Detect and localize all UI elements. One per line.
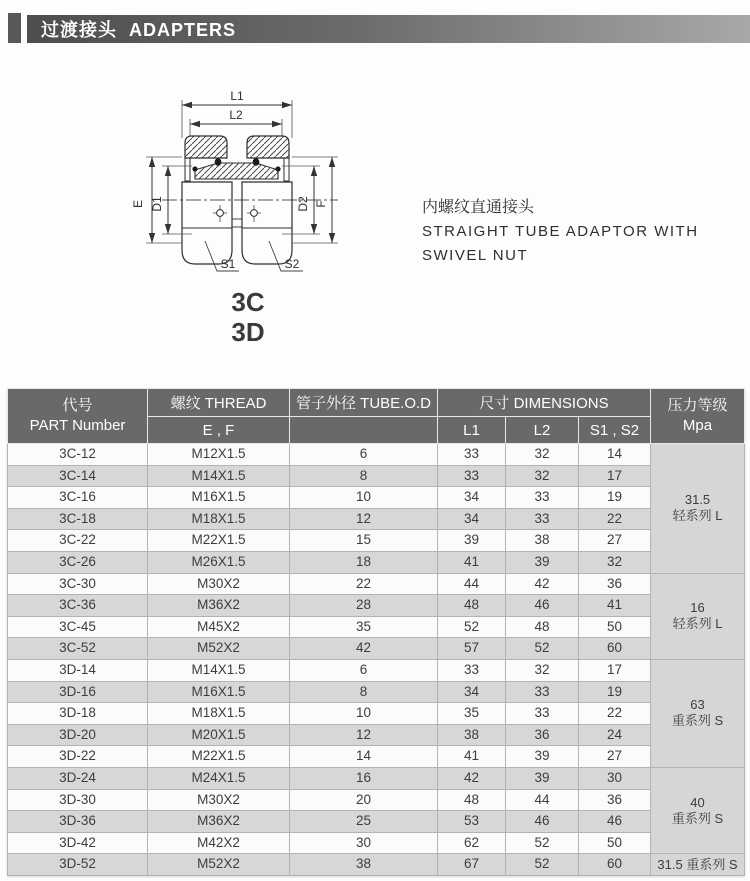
cell-part: 3D-36 bbox=[8, 811, 148, 833]
cell-thread: M24X1.5 bbox=[148, 767, 290, 789]
port-circle-left bbox=[217, 210, 224, 217]
cell-l1: 34 bbox=[438, 487, 506, 509]
table-row bbox=[8, 508, 745, 530]
l2-label: L2 bbox=[229, 108, 243, 122]
cell-l1: 41 bbox=[438, 551, 506, 573]
cell-pressure-rating bbox=[651, 573, 745, 659]
s1-label: S1 bbox=[220, 257, 236, 271]
cell-od: 6 bbox=[290, 659, 438, 681]
cell-part: 3C-16 bbox=[8, 487, 148, 509]
cell-l1: 57 bbox=[438, 638, 506, 660]
cell-od: 14 bbox=[290, 746, 438, 768]
cell-od: 6 bbox=[290, 444, 438, 466]
product-description bbox=[422, 196, 699, 268]
cell-thread: M12X1.5 bbox=[148, 444, 290, 466]
cell-pressure-rating bbox=[651, 659, 745, 767]
cell-l1: 33 bbox=[438, 465, 506, 487]
tube-body-section bbox=[195, 163, 278, 179]
table-row bbox=[8, 681, 745, 703]
cell-s1s2: 46 bbox=[579, 811, 651, 833]
table-row bbox=[8, 832, 745, 854]
pressure-rating-line: 16 bbox=[690, 600, 705, 616]
cell-s1s2: 30 bbox=[579, 767, 651, 789]
header-thread: 螺纹 THREAD bbox=[148, 389, 290, 417]
cell-l1: 48 bbox=[438, 595, 506, 617]
cell-l2: 32 bbox=[506, 465, 579, 487]
cell-l2: 38 bbox=[506, 530, 579, 552]
cell-part: 3C-30 bbox=[8, 573, 148, 595]
cell-od: 28 bbox=[290, 595, 438, 617]
d2-label: D2 bbox=[296, 196, 310, 212]
cell-od: 15 bbox=[290, 530, 438, 552]
cell-part: 3C-14 bbox=[8, 465, 148, 487]
nut-section-right bbox=[247, 136, 289, 158]
cell-thread: M36X2 bbox=[148, 811, 290, 833]
cell-s1s2: 50 bbox=[579, 832, 651, 854]
table-row bbox=[8, 444, 745, 466]
cell-s1s2: 60 bbox=[579, 638, 651, 660]
table-row bbox=[8, 767, 745, 789]
cell-thread: M30X2 bbox=[148, 789, 290, 811]
cell-part: 3D-30 bbox=[8, 789, 148, 811]
cell-l2: 52 bbox=[506, 638, 579, 660]
cell-l2: 39 bbox=[506, 767, 579, 789]
s2-label: S2 bbox=[284, 257, 300, 271]
cell-thread: M20X1.5 bbox=[148, 724, 290, 746]
cell-pressure-rating bbox=[651, 854, 745, 876]
table-row bbox=[8, 487, 745, 509]
cell-l2: 39 bbox=[506, 746, 579, 768]
cell-od: 8 bbox=[290, 681, 438, 703]
swivel-nut-left bbox=[182, 182, 232, 264]
cell-thread: M26X1.5 bbox=[148, 551, 290, 573]
cell-s1s2: 17 bbox=[579, 465, 651, 487]
table-row bbox=[8, 703, 745, 725]
cell-thread: M16X1.5 bbox=[148, 487, 290, 509]
cell-part: 3C-52 bbox=[8, 638, 148, 660]
cell-od: 22 bbox=[290, 573, 438, 595]
cell-od: 25 bbox=[290, 811, 438, 833]
cell-thread: M22X1.5 bbox=[148, 530, 290, 552]
cell-l1: 52 bbox=[438, 616, 506, 638]
cell-thread: M16X1.5 bbox=[148, 681, 290, 703]
table-row bbox=[8, 724, 745, 746]
cell-part: 3D-14 bbox=[8, 659, 148, 681]
header-pressure-zh: 压力等级 bbox=[667, 397, 728, 414]
body-wall-right bbox=[284, 158, 289, 181]
cell-od: 12 bbox=[290, 508, 438, 530]
pressure-rating-line: 31.5 重系列 S bbox=[657, 856, 738, 872]
cell-s1s2: 19 bbox=[579, 681, 651, 703]
cell-part: 3C-18 bbox=[8, 508, 148, 530]
cell-od: 42 bbox=[290, 638, 438, 660]
cell-thread: M18X1.5 bbox=[148, 703, 290, 725]
product-name-en-line1: STRAIGHT TUBE ADAPTOR WITH bbox=[422, 223, 699, 240]
cell-od: 30 bbox=[290, 832, 438, 854]
cell-s1s2: 14 bbox=[579, 444, 651, 466]
pressure-rating-line: 40 bbox=[690, 794, 705, 810]
table-row bbox=[8, 573, 745, 595]
port-circle-right bbox=[251, 210, 258, 217]
cell-l2: 32 bbox=[506, 444, 579, 466]
pressure-rating-line: 轻系列 L bbox=[672, 508, 723, 524]
cell-l2: 46 bbox=[506, 811, 579, 833]
cell-l2: 36 bbox=[506, 724, 579, 746]
table-header bbox=[8, 389, 745, 444]
table-row bbox=[8, 595, 745, 617]
table-row bbox=[8, 465, 745, 487]
cell-part: 3C-22 bbox=[8, 530, 148, 552]
pressure-rating-line: 重系列 S bbox=[671, 713, 724, 729]
header-pressure-unit: Mpa bbox=[682, 417, 713, 434]
seal-edge-right bbox=[275, 166, 280, 171]
cell-l2: 32 bbox=[506, 659, 579, 681]
cell-l2: 46 bbox=[506, 595, 579, 617]
cell-part: 3C-36 bbox=[8, 595, 148, 617]
pressure-rating-line: 31.5 bbox=[684, 492, 711, 508]
cell-part: 3C-12 bbox=[8, 444, 148, 466]
cell-s1s2: 22 bbox=[579, 703, 651, 725]
cell-l2: 33 bbox=[506, 681, 579, 703]
cell-s1s2: 27 bbox=[579, 746, 651, 768]
seal-ring-left bbox=[215, 158, 222, 166]
cell-thread: M30X2 bbox=[148, 573, 290, 595]
cell-s1s2: 36 bbox=[579, 573, 651, 595]
cell-od: 35 bbox=[290, 616, 438, 638]
cell-l2: 42 bbox=[506, 573, 579, 595]
cell-s1s2: 41 bbox=[579, 595, 651, 617]
header-dim-l2: L2 bbox=[506, 417, 579, 444]
cell-pressure-rating bbox=[651, 767, 745, 853]
header-dim-l1: L1 bbox=[438, 417, 506, 444]
cell-part: 3D-52 bbox=[8, 854, 148, 876]
cell-s1s2: 19 bbox=[579, 487, 651, 509]
table-row bbox=[8, 551, 745, 573]
cell-od: 12 bbox=[290, 724, 438, 746]
l1-label: L1 bbox=[230, 89, 244, 103]
cell-l2: 52 bbox=[506, 832, 579, 854]
table-row bbox=[8, 638, 745, 660]
cell-s1s2: 36 bbox=[579, 789, 651, 811]
cell-l1: 53 bbox=[438, 811, 506, 833]
cell-od: 16 bbox=[290, 767, 438, 789]
cell-thread: M52X2 bbox=[148, 854, 290, 876]
cell-l1: 48 bbox=[438, 789, 506, 811]
cell-l2: 44 bbox=[506, 789, 579, 811]
cell-l1: 39 bbox=[438, 530, 506, 552]
model-label-3c: 3C bbox=[231, 287, 265, 317]
cell-thread: M18X1.5 bbox=[148, 508, 290, 530]
cell-l1: 33 bbox=[438, 444, 506, 466]
header-pressure bbox=[651, 389, 745, 444]
f-label: F bbox=[314, 200, 328, 208]
cell-s1s2: 60 bbox=[579, 854, 651, 876]
e-label: E bbox=[131, 199, 145, 209]
cell-l2: 48 bbox=[506, 616, 579, 638]
cell-s1s2: 24 bbox=[579, 724, 651, 746]
cell-l1: 35 bbox=[438, 703, 506, 725]
table-row bbox=[8, 789, 745, 811]
table-row bbox=[8, 616, 745, 638]
seal-ring-right bbox=[253, 158, 260, 166]
header-part-zh: 代号 bbox=[62, 397, 93, 414]
cell-pressure-rating bbox=[651, 444, 745, 574]
spec-table bbox=[7, 388, 745, 876]
cell-part: 3D-22 bbox=[8, 746, 148, 768]
cell-l1: 38 bbox=[438, 724, 506, 746]
cell-l2: 33 bbox=[506, 508, 579, 530]
cell-od: 8 bbox=[290, 465, 438, 487]
cell-part: 3D-20 bbox=[8, 724, 148, 746]
header-dimensions: 尺寸 DIMENSIONS bbox=[438, 389, 651, 417]
body-wall-left bbox=[185, 158, 190, 181]
cell-l1: 62 bbox=[438, 832, 506, 854]
header-tube-od-sub bbox=[290, 417, 438, 444]
cell-od: 20 bbox=[290, 789, 438, 811]
cell-part: 3C-45 bbox=[8, 616, 148, 638]
cell-thread: M52X2 bbox=[148, 638, 290, 660]
table-body bbox=[8, 444, 745, 876]
cell-s1s2: 22 bbox=[579, 508, 651, 530]
pressure-rating-line: 重系列 S bbox=[671, 810, 724, 826]
d1-label: D1 bbox=[150, 196, 164, 212]
cell-l2: 39 bbox=[506, 551, 579, 573]
cell-part: 3D-18 bbox=[8, 703, 148, 725]
pressure-rating-line: 轻系列 L bbox=[672, 616, 723, 632]
cell-od: 10 bbox=[290, 487, 438, 509]
cell-s1s2: 17 bbox=[579, 659, 651, 681]
nut-section-left bbox=[185, 136, 227, 158]
cell-od: 18 bbox=[290, 551, 438, 573]
cell-l1: 41 bbox=[438, 746, 506, 768]
header-part-en: PART Number bbox=[29, 417, 126, 434]
table-row bbox=[8, 530, 745, 552]
cell-l2: 33 bbox=[506, 703, 579, 725]
adapter-drawing bbox=[120, 78, 380, 348]
cell-thread: M42X2 bbox=[148, 832, 290, 854]
product-name-zh: 内螺纹直通接头 bbox=[422, 199, 535, 216]
cell-l1: 33 bbox=[438, 659, 506, 681]
cell-l1: 34 bbox=[438, 508, 506, 530]
seal-edge-left bbox=[192, 166, 197, 171]
page-title: 过渡接头 ADAPTERS bbox=[41, 20, 237, 40]
swivel-nut-right bbox=[242, 182, 292, 264]
table-row bbox=[8, 854, 745, 876]
product-name-en-line2: SWIVEL NUT bbox=[422, 247, 529, 264]
cell-s1s2: 32 bbox=[579, 551, 651, 573]
cell-od: 38 bbox=[290, 854, 438, 876]
cell-od: 10 bbox=[290, 703, 438, 725]
table-row bbox=[8, 811, 745, 833]
cell-l1: 67 bbox=[438, 854, 506, 876]
table-row bbox=[8, 746, 745, 768]
cell-thread: M45X2 bbox=[148, 616, 290, 638]
header-tube-od: 管子外径 TUBE.O.D bbox=[290, 389, 438, 417]
cell-s1s2: 50 bbox=[579, 616, 651, 638]
cell-thread: M14X1.5 bbox=[148, 465, 290, 487]
cell-l1: 42 bbox=[438, 767, 506, 789]
cell-part: 3D-16 bbox=[8, 681, 148, 703]
cell-s1s2: 27 bbox=[579, 530, 651, 552]
cell-part: 3C-26 bbox=[8, 551, 148, 573]
technical-figure bbox=[0, 0, 750, 360]
cell-thread: M36X2 bbox=[148, 595, 290, 617]
table-row bbox=[8, 659, 745, 681]
cell-l1: 34 bbox=[438, 681, 506, 703]
cell-l2: 33 bbox=[506, 487, 579, 509]
cell-l1: 44 bbox=[438, 573, 506, 595]
cell-l2: 52 bbox=[506, 854, 579, 876]
model-label-3d: 3D bbox=[231, 317, 265, 347]
cell-part: 3D-42 bbox=[8, 832, 148, 854]
header-thread-sub: E , F bbox=[148, 417, 290, 444]
cell-part: 3D-24 bbox=[8, 767, 148, 789]
pressure-rating-line: 63 bbox=[690, 697, 705, 713]
header-dim-s1s2: S1 , S2 bbox=[579, 417, 651, 444]
cell-thread: M14X1.5 bbox=[148, 659, 290, 681]
cell-thread: M22X1.5 bbox=[148, 746, 290, 768]
header-part-number bbox=[8, 389, 148, 444]
